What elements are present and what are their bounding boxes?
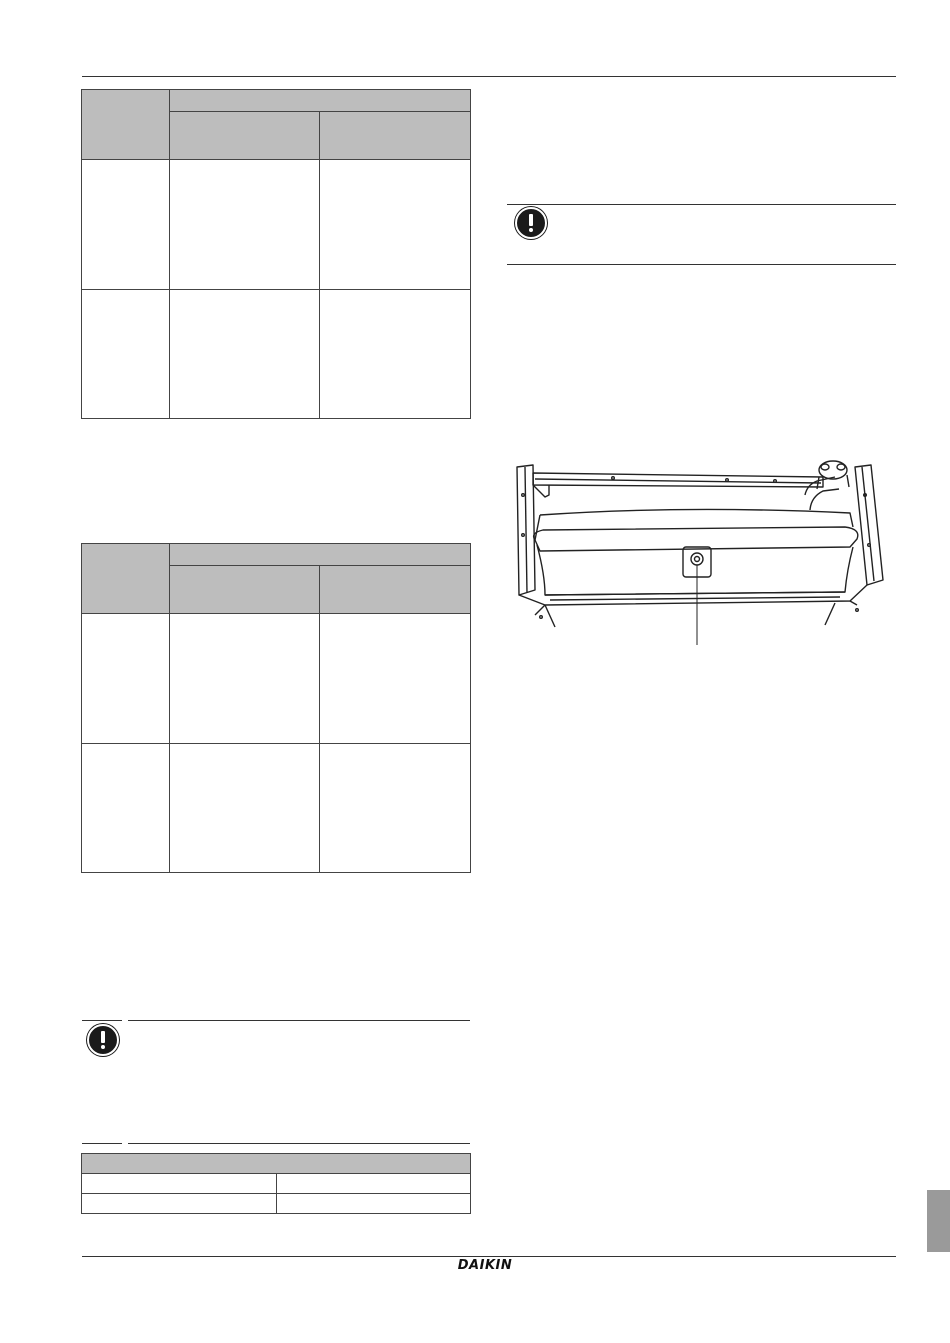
expansion-vessel-illustration xyxy=(505,455,890,650)
table-1-cell xyxy=(320,160,471,290)
table-2-col-header-2 xyxy=(320,566,471,614)
table-3-cell xyxy=(82,1174,277,1194)
header-rule xyxy=(82,76,896,77)
table-1-cell xyxy=(320,290,471,419)
table-1-row-1-label xyxy=(82,160,170,290)
table-2-cell xyxy=(320,744,471,873)
table-1-col-header-2 xyxy=(320,112,471,160)
table-3-cell xyxy=(82,1194,277,1214)
table-3-header xyxy=(82,1154,471,1174)
table-1 xyxy=(81,89,471,419)
table-3 xyxy=(81,1153,471,1214)
table-1-cell xyxy=(170,290,320,419)
notice-box-left xyxy=(82,1020,470,1144)
brand-logo: DAIKIN xyxy=(457,1258,513,1273)
table-1-corner-header xyxy=(82,90,170,160)
footer-rule xyxy=(82,1256,896,1257)
table-2-cell xyxy=(170,744,320,873)
table-1-col-header-1 xyxy=(170,112,320,160)
table-2-cell xyxy=(320,614,471,744)
table-2-corner-header xyxy=(82,544,170,614)
table-1-cell xyxy=(170,160,320,290)
table-1-group-header xyxy=(170,90,471,112)
table-1-row-2-label xyxy=(82,290,170,419)
table-2-row-1-label xyxy=(82,614,170,744)
table-2 xyxy=(81,543,471,873)
table-3-cell xyxy=(277,1194,471,1214)
warning-icon xyxy=(87,1024,119,1056)
table-2-col-header-1 xyxy=(170,566,320,614)
table-2-row-2-label xyxy=(82,744,170,873)
notice-box-right xyxy=(507,204,896,265)
table-3-cell xyxy=(277,1174,471,1194)
chapter-side-tab xyxy=(927,1190,950,1252)
warning-icon xyxy=(515,207,547,239)
table-2-group-header xyxy=(170,544,471,566)
table-2-cell xyxy=(170,614,320,744)
